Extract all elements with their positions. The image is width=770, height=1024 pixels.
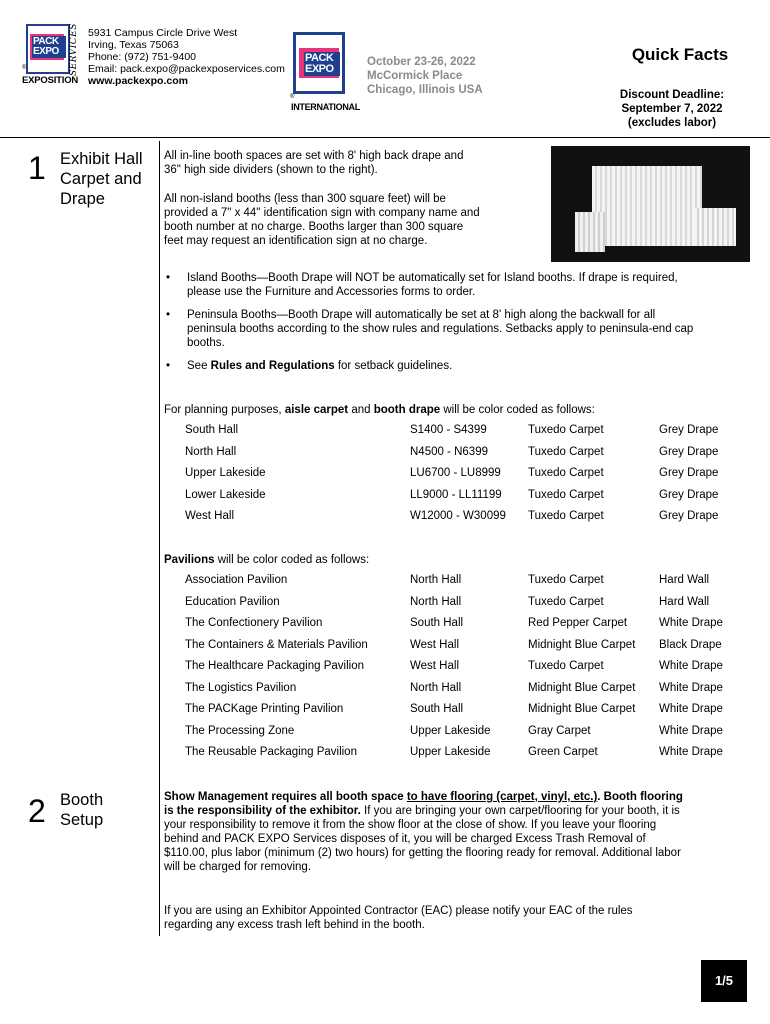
table-cell: Tuxedo Carpet — [528, 510, 604, 522]
event-info: October 23-26, 2022 McCormick Place Chicago, Illinois USA — [367, 56, 483, 96]
table-cell: Tuxedo Carpet — [528, 445, 604, 458]
table-cell: The Containers & Materials Pavilion — [185, 638, 368, 651]
pack-expo-services-logo: PACK EXPO SERVICES ® EXPOSITION — [22, 23, 79, 86]
table-cell: The Healthcare Packaging Pavilion — [185, 660, 364, 672]
table-cell: South Hall — [410, 617, 464, 629]
bullet-island-booths: • Island Booths—Booth Drape will NOT be automatically set for Island booths. If drape is required, please use the Furniture and Accessories forms to order. — [166, 272, 678, 298]
table-cell: Tuxedo Carpet — [528, 424, 604, 436]
eac-paragraph: If you are using an Exhibitor Appointed Contractor (EAC) please notify your EAC of the rules regarding any excess trash left behind in the booth. — [164, 905, 633, 931]
sign-paragraph: All non-island booths (less than 300 square feet) will be provided a 7" x 44" identification sign with company name and booth number at no charge. Booths larger than 300 square feet may request an identification sign at no charge. — [164, 193, 480, 247]
quick-facts-title: Quick Facts — [631, 45, 729, 64]
table-cell: Grey Drape — [659, 467, 719, 479]
table-cell: West Hall — [185, 510, 234, 522]
table-cell: White Drape — [659, 681, 723, 694]
table-cell: West Hall — [410, 660, 459, 672]
table-cell: South Hall — [410, 703, 464, 715]
table-cell: White Drape — [659, 703, 723, 715]
drape-paragraph: All in-line booth spaces are set with 8' high back drape and 36" high side dividers (shown to the right). — [164, 150, 464, 176]
column-divider — [159, 141, 160, 936]
table-cell: Grey Drape — [659, 488, 719, 501]
table-cell: White Drape — [659, 724, 723, 737]
table-cell: Green Carpet — [528, 746, 598, 758]
table-cell: Black Drape — [659, 638, 722, 651]
table-cell: S1400 - S4399 — [410, 424, 487, 436]
table-cell: White Drape — [659, 617, 723, 629]
table-cell: W12000 - W30099 — [410, 510, 506, 522]
table-cell: Midnight Blue Carpet — [528, 703, 636, 715]
table-cell: Tuxedo Carpet — [528, 467, 604, 479]
table-cell: The Confectionery Pavilion — [185, 617, 323, 629]
table-cell: Education Pavilion — [185, 595, 280, 608]
table-cell: Upper Lakeside — [185, 467, 266, 479]
website-link[interactable]: www.packexpo.com — [88, 75, 188, 87]
table-cell: North Hall — [410, 681, 462, 694]
table-cell: Hard Wall — [659, 595, 710, 608]
header-divider — [0, 137, 770, 138]
table-cell: White Drape — [659, 660, 723, 672]
table-cell: Association Pavilion — [185, 574, 288, 586]
table-cell: Midnight Blue Carpet — [528, 681, 636, 694]
table-cell: The Logistics Pavilion — [185, 681, 297, 694]
table-cell: Red Pepper Carpet — [528, 617, 628, 629]
table-cell: White Drape — [659, 746, 723, 758]
table-cell: North Hall — [410, 574, 462, 586]
flooring-paragraph: Show Management requires all booth space to have flooring (carpet, vinyl, etc.). Booth flooring is the responsibility of the exhibitor. If you are bringing your own carpet/flooring for your booth, it is your responsibility to remove it from the show floor at the close of show. If you leave your flooring behind and PACK EXPO Services disposes of it, you will be charged Excess Trash Removal of $110.00, plus labor (minimum (2) two hours) for getting the flooring ready for removal. Additional labor will be charged for removing. — [164, 791, 683, 873]
table-cell: Gray Carpet — [528, 724, 591, 737]
section-number: 2 — [28, 793, 46, 829]
bullet-rules-link: • See Rules and Regulations for setback guidelines. — [166, 360, 453, 372]
table-cell: Grey Drape — [659, 445, 719, 458]
table-cell: Upper Lakeside — [410, 724, 491, 737]
section-title: Exhibit Hall Carpet and Drape — [60, 150, 143, 208]
table-cell: Tuxedo Carpet — [528, 488, 604, 501]
company-address: 5931 Campus Circle Drive West Irving, Texas 75063 Phone: (972) 751-9400 Email: pack.expo@packexposervices.com www.packexpo.com — [88, 27, 285, 87]
table-cell: N4500 - N6399 — [410, 445, 488, 458]
table-cell: Hard Wall — [659, 574, 710, 586]
pack-expo-international-logo: PACK EXPO ® INTERNATIONAL — [290, 32, 360, 112]
section-number: 1 — [28, 150, 46, 186]
page-number: 1/5 — [701, 960, 747, 1002]
table-cell: Grey Drape — [659, 424, 719, 436]
table-cell: Tuxedo Carpet — [528, 574, 604, 586]
table-cell: LL9000 - LL11199 — [410, 488, 502, 501]
table-cell: The Processing Zone — [185, 724, 295, 737]
table-cell: North Hall — [185, 445, 237, 458]
discount-deadline: Discount Deadline: September 7, 2022 (excludes labor) — [619, 89, 725, 129]
table-cell: Upper Lakeside — [410, 746, 491, 758]
planning-intro: For planning purposes, aisle carpet and booth drape will be color coded as follows: — [164, 404, 595, 416]
table-cell: Lower Lakeside — [185, 488, 266, 501]
table-cell: North Hall — [410, 595, 462, 608]
table-cell: Tuxedo Carpet — [528, 660, 604, 672]
table-cell: Tuxedo Carpet — [528, 595, 604, 608]
table-cell: The PACKage Printing Pavilion — [185, 703, 344, 715]
pavilions-intro: Pavilions will be color coded as follows: — [164, 554, 370, 566]
table-cell: Midnight Blue Carpet — [528, 638, 636, 651]
bullet-peninsula-booths: • Peninsula Booths—Booth Drape will automatically be set at 8' high along the backwall for all peninsula booths according to the show rules and regulations. Setbacks apply to peninsula-end cap booths. — [166, 309, 694, 349]
section-title: Booth Setup — [60, 791, 104, 829]
rules-regulations-ref: Rules and Regulations — [210, 360, 335, 372]
table-cell: Grey Drape — [659, 510, 719, 522]
table-cell: The Reusable Packaging Pavilion — [185, 746, 357, 758]
table-cell: West Hall — [410, 638, 459, 651]
booth-drape-photo — [551, 146, 750, 262]
table-cell: LU6700 - LU8999 — [410, 467, 501, 479]
table-cell: South Hall — [185, 424, 239, 436]
